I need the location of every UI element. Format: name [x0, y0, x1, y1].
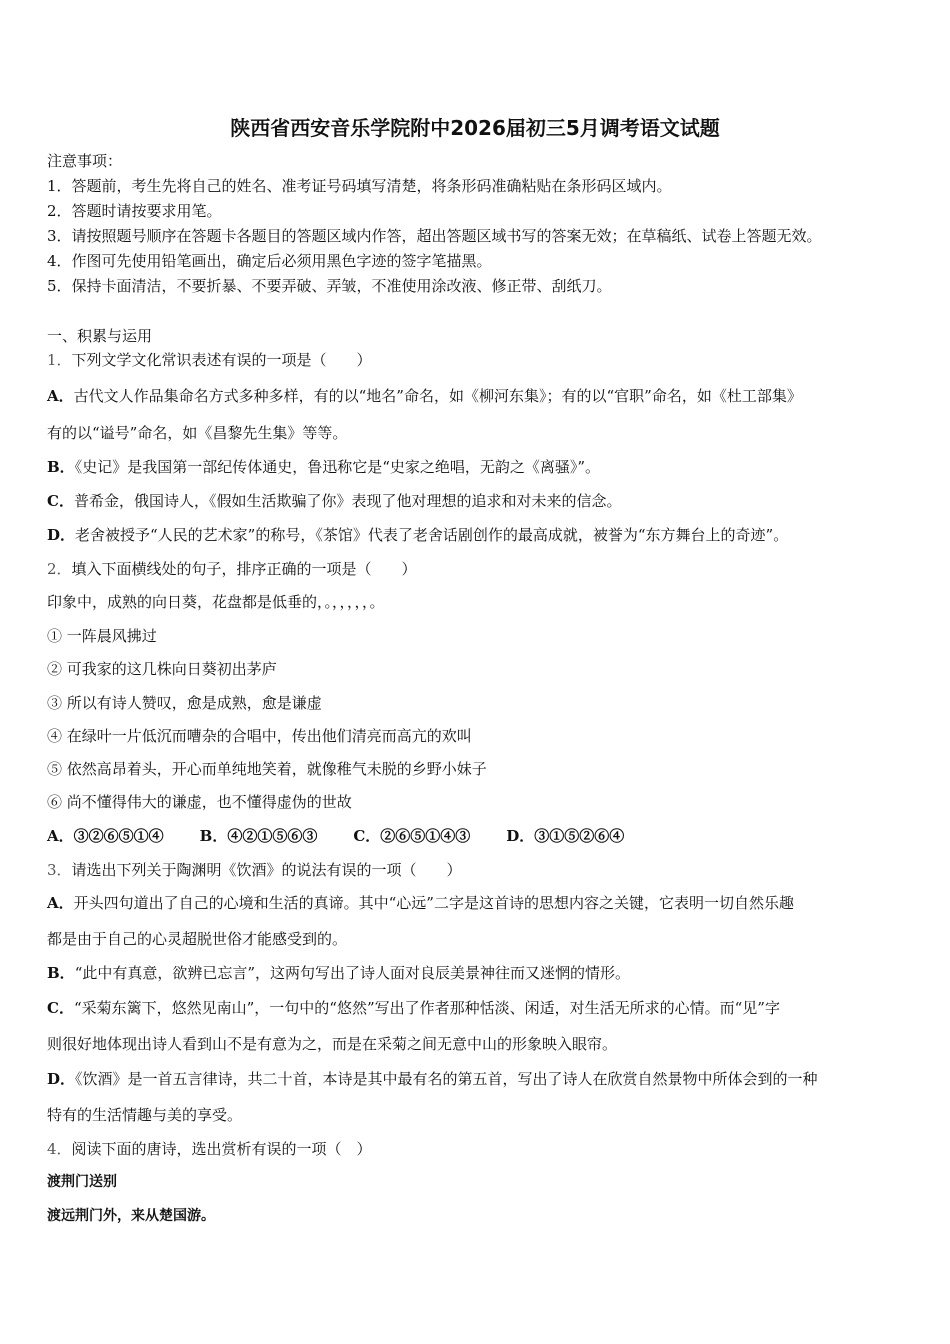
question-text: 请选出下列关于陶渊明《饮酒》的说法有误的一项（ ） — [71, 861, 462, 879]
q1-option-c — [47, 491, 621, 511]
question-number: 1． — [47, 351, 72, 369]
q2-sentence: ① 一阵晨风拂过 — [47, 627, 157, 645]
q3-option-c-cont: 则很好地体现出诗人看到山不是有意为之，而是在采菊之间无意中山的形象映入眼帘。 — [47, 1035, 618, 1053]
notice-heading: 注意事项： — [47, 152, 123, 170]
option-text: 《史记》是我国第一部纪传体通史，鲁迅称它是“史家之绝唱，无韵之《离骚》”。 — [74, 458, 601, 476]
poem-title: 渡荆门送别 — [47, 1174, 117, 1190]
option-text: 古代文人作品集命名方式多种多样，有的以“地名”命名，如《柳河东集》；有的以“官职”命名，如《杜工部集》 — [73, 387, 802, 405]
option-label: B． — [47, 458, 75, 476]
option-label: D． — [47, 1070, 76, 1088]
question-text: 阅读下面的唐诗，选出赏析有误的一项（ ） — [71, 1140, 372, 1158]
q3-option-d — [47, 1069, 818, 1089]
question-4-stem — [47, 1139, 372, 1159]
q3-option-a-cont: 都是由于自己的心灵超脱世俗才能感受到的。 — [47, 930, 348, 948]
option-text: 《饮酒》是一首五言律诗，共二十首，本诗是其中最有名的第五首，写出了诗人在欣赏自然景物中所体会到的一种 — [75, 1070, 818, 1088]
q2-option-c: C．②⑥⑤①④③ — [353, 827, 471, 845]
q1-option-a — [47, 386, 802, 406]
q3-option-d-cont: 特有的生活情趣与美的享受。 — [47, 1106, 243, 1124]
page-title: 陕西省西安音乐学院附中2026届初三5月调考语文试题 — [230, 116, 720, 140]
notice-item: 3．请按照题号顺序在答题卡各题目的答题区域内作答，超出答题区域书写的答案无效；在草稿纸、试卷上答题无效。 — [47, 227, 822, 245]
option-text: 开头四句道出了自己的心境和生活的真谛。其中“心远”二字是这首诗的思想内容之关键，它表明一切自然乐趣 — [73, 894, 794, 912]
option-text: “此中有真意，欲辨已忘言”，这两句写出了诗人面对良辰美景神往而又迷惘的情形。 — [74, 964, 631, 982]
q2-options — [47, 826, 660, 846]
q2-sentence: ④ 在绿叶一片低沉而嘈杂的合唱中，传出他们清亮而高亢的欢叫 — [47, 727, 472, 745]
q2-sentence: ⑤ 依然高昂着头，开心而单纯地笑着，就像稚气未脱的乡野小妹子 — [47, 760, 487, 778]
option-label: A． — [47, 894, 74, 912]
option-text: 普希金，俄国诗人，《假如生活欺骗了你》表现了他对理想的追求和对未来的信念。 — [73, 492, 622, 510]
question-number: 4． — [47, 1140, 72, 1158]
option-label: D． — [47, 526, 76, 544]
question-1-stem — [47, 350, 372, 370]
q2-option-a: A．③②⑥⑤①④ — [47, 827, 164, 845]
question-2-stem — [47, 559, 417, 579]
q1-option-d — [47, 525, 788, 545]
notice-item: 5．保持卡面清洁，不要折暴、不要弄破、弄皱，不准使用涂改液、修正带、刮纸刀。 — [47, 277, 612, 295]
question-number: 2． — [47, 560, 72, 578]
poem-line: 渡远荆门外，来从楚国游。 — [47, 1208, 215, 1224]
question-text: 填入下面横线处的句子，排序正确的一项是（ ） — [71, 560, 417, 578]
notice-item: 4．作图可先使用铅笔画出，确定后必须用黑色字迹的签字笔描黑。 — [47, 252, 492, 270]
section-heading: 一、积累与运用 — [47, 327, 153, 345]
question-text: 下列文学文化常识表述有误的一项是（ ） — [71, 351, 372, 369]
q3-option-b — [47, 963, 630, 983]
q3-option-a — [47, 893, 794, 913]
q2-option-d: D．③①⑤②⑥④ — [506, 827, 625, 845]
option-text: “采菊东篱下，悠然见南山”，一句中的“悠然”写出了作者那种恬淡、闲适，对生活无所求的心情。而“见”字 — [73, 999, 780, 1017]
option-label: A． — [47, 387, 74, 405]
option-label: C． — [47, 492, 74, 510]
question-3-stem — [47, 860, 462, 880]
q1-option-a-cont: 有的以“谥号”命名，如《昌黎先生集》等等。 — [47, 424, 348, 442]
q2-sentence: ② 可我家的这几株向日葵初出茅庐 — [47, 660, 277, 678]
q1-option-b — [47, 457, 600, 477]
option-label: C． — [47, 999, 74, 1017]
question-number: 3． — [47, 861, 72, 879]
q2-option-b: B．④②①⑤⑥③ — [199, 827, 318, 845]
q3-option-c — [47, 998, 780, 1018]
q2-sentence: ③ 所以有诗人赞叹，愈是成熟，愈是谦虚 — [47, 694, 322, 712]
q2-lead: 印象中，成熟的向日葵，花盘都是低垂的，。，，，，，。 — [47, 593, 385, 611]
option-label: B． — [47, 964, 75, 982]
q2-sentence: ⑥ 尚不懂得伟大的谦虚，也不懂得虚伪的世故 — [47, 793, 352, 811]
option-text: 老舍被授予“人民的艺术家”的称号，《茶馆》代表了老舍话剧创作的最高成就，被誉为“东方舞台上的奇迹”。 — [75, 526, 789, 544]
notice-item: 2．答题时请按要求用笔。 — [47, 202, 222, 220]
notice-item: 1．答题前，考生先将自己的姓名、准考证号码填写清楚，将条形码准确粘贴在条形码区域内。 — [47, 177, 672, 195]
